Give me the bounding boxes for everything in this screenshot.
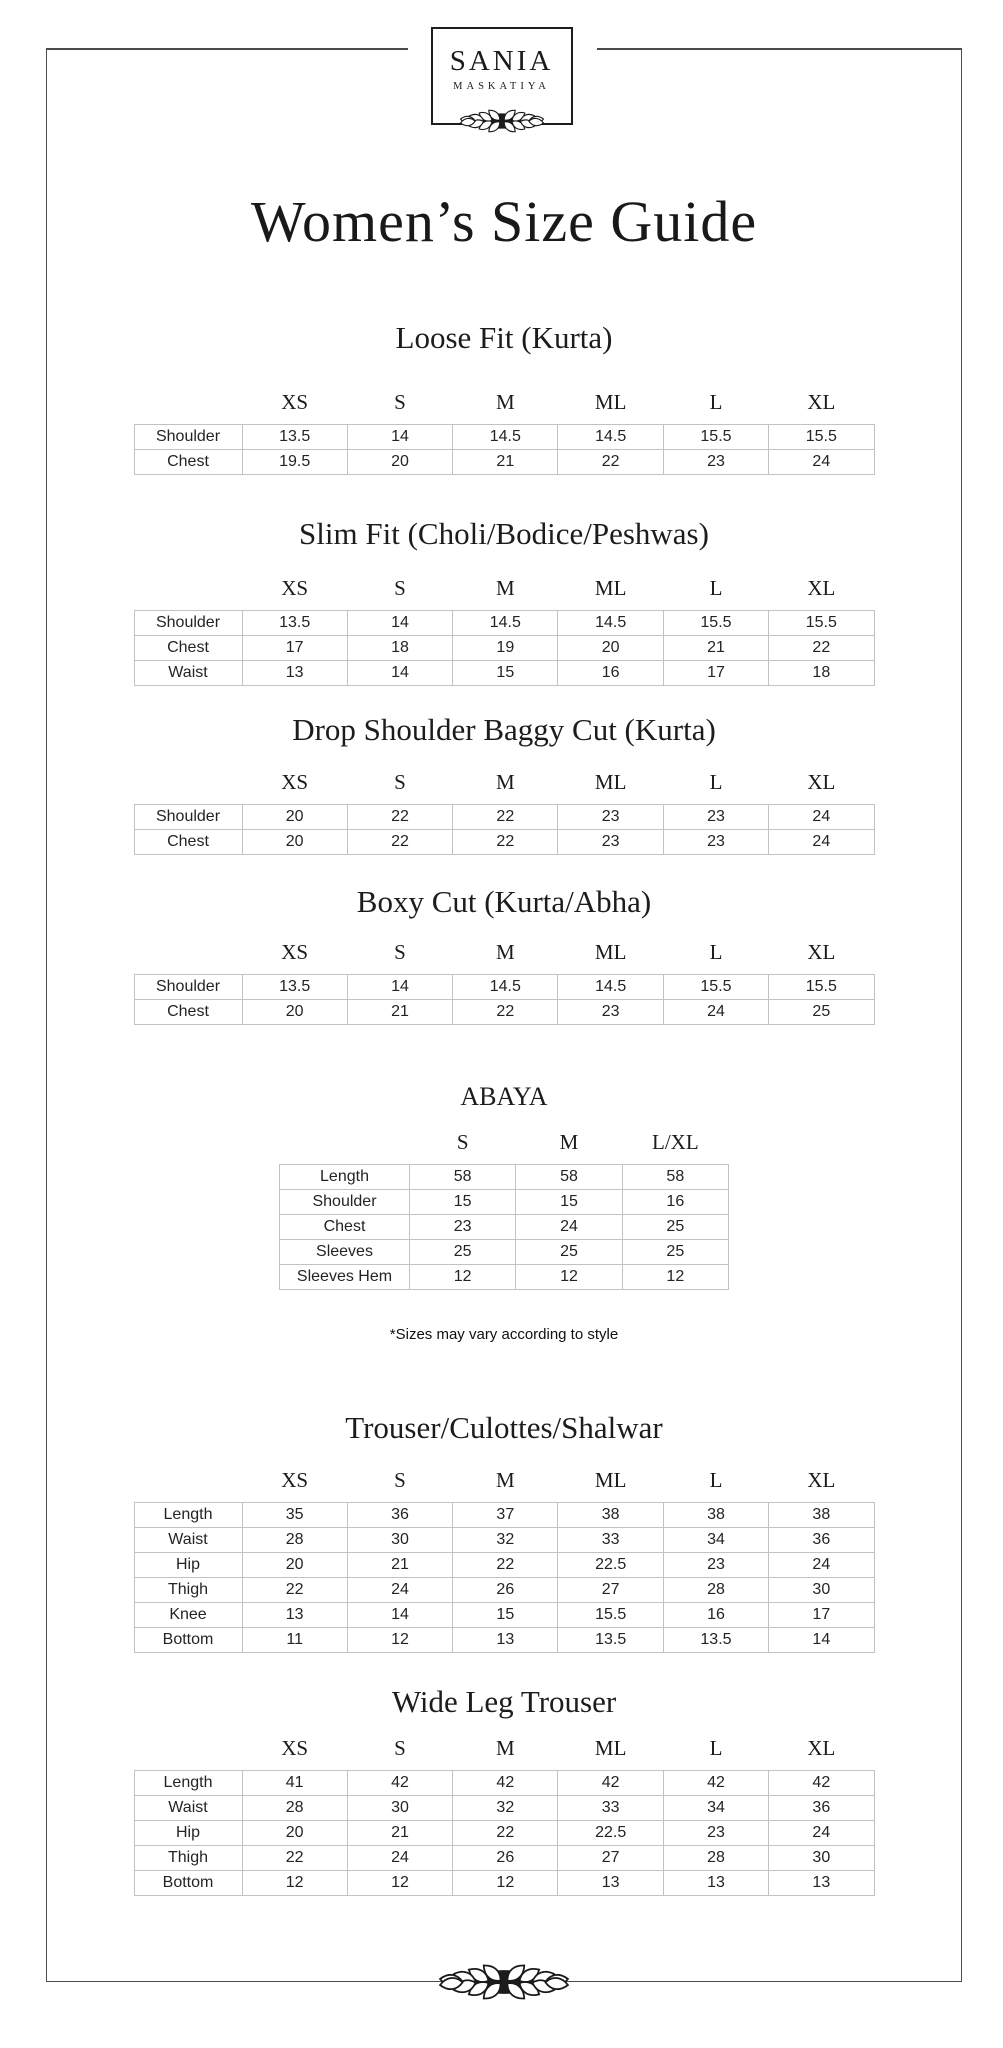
table-row (134, 1796, 874, 1821)
column-header: M (495, 1468, 515, 1492)
table-row (134, 805, 874, 830)
size-cell: 19 (453, 636, 558, 661)
corner-cell (134, 1468, 242, 1503)
column-header: XL (807, 390, 836, 414)
size-cell: 30 (347, 1528, 452, 1553)
row-label: Length (134, 1503, 242, 1528)
size-cell: 14.5 (453, 425, 558, 450)
size-cell: 23 (663, 1553, 768, 1578)
size-table-slim-fit (134, 576, 875, 686)
size-cell: 36 (769, 1528, 874, 1553)
size-cell: 21 (347, 1821, 452, 1846)
table-row (134, 975, 874, 1000)
table-wrapper-wide-leg (46, 1736, 962, 1896)
size-cell: 15 (453, 661, 558, 686)
row-label: Waist (134, 1796, 242, 1821)
size-cell: 15.5 (558, 1603, 663, 1628)
row-label: Waist (134, 661, 242, 686)
section-title-drop-shoulder: Drop Shoulder Baggy Cut (Kurta) (292, 712, 716, 747)
row-label: Chest (134, 830, 242, 855)
corner-cell (134, 576, 242, 611)
size-cell: 21 (347, 1000, 452, 1025)
size-cell: 23 (558, 1000, 663, 1025)
size-cell: 41 (242, 1771, 347, 1796)
row-label: Length (280, 1165, 410, 1190)
brand-subtitle: MASKATIYA (453, 81, 550, 92)
size-header-row (134, 576, 874, 611)
size-cell: 30 (769, 1846, 874, 1871)
row-label: Knee (134, 1603, 242, 1628)
size-cell: 58 (410, 1165, 516, 1190)
column-header: ML (594, 940, 627, 964)
size-cell: 26 (453, 1846, 558, 1871)
size-cell: 22 (453, 1821, 558, 1846)
row-label: Shoulder (134, 805, 242, 830)
corner-cell (134, 770, 242, 805)
corner-cell (134, 390, 242, 425)
size-cell: 17 (769, 1603, 874, 1628)
size-cell: 16 (622, 1190, 728, 1215)
column-header: XS (281, 576, 309, 600)
column-header: S (394, 770, 406, 794)
column-header: S (394, 1736, 406, 1760)
size-cell: 14.5 (558, 611, 663, 636)
row-label: Hip (134, 1553, 242, 1578)
size-cell: 14 (347, 425, 452, 450)
size-cell: 22 (769, 636, 874, 661)
size-cell: 22.5 (558, 1821, 663, 1846)
size-cell: 12 (453, 1871, 558, 1896)
column-header: ML (594, 576, 627, 600)
size-table-abaya (279, 1130, 729, 1290)
size-cell: 20 (242, 805, 347, 830)
table-row (134, 611, 874, 636)
size-cell: 33 (558, 1796, 663, 1821)
size-header-row (280, 1130, 729, 1165)
size-cell: 14 (347, 611, 452, 636)
size-cell: 16 (663, 1603, 768, 1628)
column-header: S (394, 576, 406, 600)
size-cell: 12 (410, 1265, 516, 1290)
size-cell: 42 (347, 1771, 452, 1796)
column-header: ML (594, 1736, 627, 1760)
size-cell: 20 (347, 450, 452, 475)
column-header: L (709, 576, 723, 600)
size-cell: 12 (347, 1871, 452, 1896)
row-label: Chest (134, 450, 242, 475)
frame-top-line-right (597, 48, 962, 50)
column-header: S (394, 940, 406, 964)
table-wrapper-slim-fit (46, 576, 962, 686)
size-cell: 24 (769, 1821, 874, 1846)
size-cell: 28 (242, 1528, 347, 1553)
size-cell: 11 (242, 1628, 347, 1653)
row-label: Chest (280, 1215, 410, 1240)
size-table-drop-shoulder (134, 770, 875, 855)
brand-name: SANIA (449, 45, 554, 77)
table-row (134, 1821, 874, 1846)
size-cell: 36 (347, 1503, 452, 1528)
column-header: ML (594, 390, 627, 414)
size-cell: 30 (769, 1578, 874, 1603)
size-disclaimer-note: *Sizes may vary according to style (389, 1326, 619, 1343)
table-row (280, 1215, 729, 1240)
size-cell: 13.5 (242, 611, 347, 636)
table-row (134, 1628, 874, 1653)
size-cell: 33 (558, 1528, 663, 1553)
size-cell: 22 (347, 805, 452, 830)
size-cell: 13.5 (242, 975, 347, 1000)
table-row (134, 661, 874, 686)
size-cell: 22 (453, 1000, 558, 1025)
section-title-abaya: ABAYA (460, 1082, 548, 1111)
size-cell: 23 (663, 830, 768, 855)
row-label: Shoulder (134, 611, 242, 636)
size-cell: 23 (663, 1821, 768, 1846)
row-label: Bottom (134, 1628, 242, 1653)
table-row (134, 1528, 874, 1553)
column-header: M (495, 390, 515, 414)
table-row (134, 1771, 874, 1796)
corner-cell (134, 1736, 242, 1771)
size-cell: 20 (242, 1821, 347, 1846)
column-header: XS (281, 1468, 309, 1492)
table-row (134, 425, 874, 450)
size-cell: 24 (347, 1578, 452, 1603)
size-cell: 58 (622, 1165, 728, 1190)
size-cell: 13.5 (663, 1628, 768, 1653)
size-cell: 22 (242, 1846, 347, 1871)
size-cell: 14 (347, 661, 452, 686)
corner-cell (134, 940, 242, 975)
size-cell: 18 (769, 661, 874, 686)
column-header: XL (807, 770, 836, 794)
row-label: Chest (134, 636, 242, 661)
size-cell: 24 (769, 450, 874, 475)
size-cell: 13 (558, 1871, 663, 1896)
size-cell: 28 (663, 1846, 768, 1871)
size-cell: 24 (769, 1553, 874, 1578)
section-title-boxy-cut: Boxy Cut (Kurta/Abha) (356, 884, 652, 919)
size-cell: 14 (347, 975, 452, 1000)
size-cell: 15.5 (663, 975, 768, 1000)
size-cell: 27 (558, 1578, 663, 1603)
size-header-row (134, 390, 874, 425)
size-cell: 22 (242, 1578, 347, 1603)
row-label: Thigh (134, 1578, 242, 1603)
size-cell: 24 (769, 805, 874, 830)
brand-logo-box (431, 27, 573, 125)
table-wrapper-boxy-cut (46, 940, 962, 1025)
size-cell: 22 (558, 450, 663, 475)
size-cell: 36 (769, 1796, 874, 1821)
table-row (134, 1553, 874, 1578)
size-cell: 35 (242, 1503, 347, 1528)
size-cell: 22 (453, 805, 558, 830)
size-cell: 20 (242, 830, 347, 855)
column-header: S (394, 390, 406, 414)
size-cell: 25 (622, 1240, 728, 1265)
size-cell: 15.5 (769, 611, 874, 636)
size-cell: 23 (410, 1215, 516, 1240)
size-cell: 15 (453, 1603, 558, 1628)
row-label: Shoulder (134, 425, 242, 450)
size-cell: 15 (516, 1190, 622, 1215)
size-cell: 13.5 (558, 1628, 663, 1653)
table-row (134, 1578, 874, 1603)
column-header: M (495, 576, 515, 600)
column-header: ML (594, 770, 627, 794)
column-header: XL (807, 940, 836, 964)
size-cell: 20 (242, 1000, 347, 1025)
size-cell: 19.5 (242, 450, 347, 475)
size-cell: 22.5 (558, 1553, 663, 1578)
size-cell: 13 (769, 1871, 874, 1896)
size-cell: 32 (453, 1528, 558, 1553)
size-cell: 14.5 (558, 425, 663, 450)
size-cell: 13 (663, 1871, 768, 1896)
size-cell: 15.5 (769, 425, 874, 450)
size-cell: 28 (663, 1578, 768, 1603)
size-cell: 21 (347, 1553, 452, 1578)
size-cell: 20 (242, 1553, 347, 1578)
table-row (134, 830, 874, 855)
table-row (134, 1603, 874, 1628)
column-header: XS (281, 940, 309, 964)
table-row (134, 1000, 874, 1025)
size-cell: 24 (516, 1215, 622, 1240)
size-header-row (134, 1736, 874, 1771)
size-cell: 23 (663, 805, 768, 830)
table-row (280, 1265, 729, 1290)
size-cell: 12 (242, 1871, 347, 1896)
size-cell: 15.5 (663, 425, 768, 450)
size-cell: 25 (516, 1240, 622, 1265)
size-cell: 12 (347, 1628, 452, 1653)
row-label: Chest (134, 1000, 242, 1025)
table-row (134, 1846, 874, 1871)
footer-ornament-container (46, 1953, 962, 2016)
size-cell: 14 (769, 1628, 874, 1653)
size-cell: 58 (516, 1165, 622, 1190)
column-header: M (495, 1736, 515, 1760)
row-label: Shoulder (280, 1190, 410, 1215)
size-cell: 34 (663, 1796, 768, 1821)
size-cell: 15 (410, 1190, 516, 1215)
row-label: Sleeves (280, 1240, 410, 1265)
size-cell: 21 (453, 450, 558, 475)
size-cell: 23 (558, 830, 663, 855)
column-header: M (559, 1130, 579, 1154)
size-cell: 27 (558, 1846, 663, 1871)
size-cell: 14.5 (558, 975, 663, 1000)
row-label: Length (134, 1771, 242, 1796)
size-table-trouser (134, 1468, 875, 1653)
column-header: M (495, 770, 515, 794)
size-cell: 38 (663, 1503, 768, 1528)
size-cell: 15.5 (769, 975, 874, 1000)
column-header: L (709, 1736, 723, 1760)
leaf-ornament-icon (430, 1953, 578, 2011)
table-wrapper-trouser (46, 1468, 962, 1653)
size-cell: 21 (663, 636, 768, 661)
column-header: M (495, 940, 515, 964)
size-cell: 17 (242, 636, 347, 661)
table-row (134, 636, 874, 661)
size-header-row (134, 940, 874, 975)
size-cell: 38 (769, 1503, 874, 1528)
column-header: XL (807, 576, 836, 600)
size-cell: 17 (663, 661, 768, 686)
size-cell: 34 (663, 1528, 768, 1553)
size-table-loose-fit (134, 390, 875, 475)
size-cell: 25 (769, 1000, 874, 1025)
size-cell: 20 (558, 636, 663, 661)
size-cell: 28 (242, 1796, 347, 1821)
section-title-trouser: Trouser/Culottes/Shalwar (345, 1410, 663, 1445)
column-header: L (709, 390, 723, 414)
size-cell: 42 (663, 1771, 768, 1796)
table-row (134, 1871, 874, 1896)
table-row (280, 1165, 729, 1190)
size-cell: 30 (347, 1796, 452, 1821)
size-table-boxy-cut (134, 940, 875, 1025)
row-label: Waist (134, 1528, 242, 1553)
frame-top-line-left (46, 48, 408, 50)
size-cell: 14.5 (453, 611, 558, 636)
column-header: S (456, 1130, 469, 1154)
column-header: L (709, 770, 723, 794)
size-cell: 18 (347, 636, 452, 661)
column-header: L (709, 1468, 723, 1492)
size-cell: 14.5 (453, 975, 558, 1000)
size-cell: 42 (769, 1771, 874, 1796)
size-cell: 22 (347, 830, 452, 855)
size-cell: 24 (347, 1846, 452, 1871)
table-row (280, 1190, 729, 1215)
size-cell: 13 (242, 1603, 347, 1628)
column-header: XS (281, 770, 309, 794)
size-cell: 22 (453, 830, 558, 855)
size-cell: 13.5 (242, 425, 347, 450)
row-label: Thigh (134, 1846, 242, 1871)
table-wrapper-drop-shoulder (46, 770, 962, 855)
table-wrapper-abaya (46, 1130, 962, 1290)
size-cell: 42 (558, 1771, 663, 1796)
column-header: XL (807, 1468, 836, 1492)
size-cell: 12 (516, 1265, 622, 1290)
size-cell: 22 (453, 1553, 558, 1578)
table-wrapper-loose-fit (46, 390, 962, 475)
size-cell: 25 (622, 1215, 728, 1240)
size-cell: 24 (769, 830, 874, 855)
column-header: XL (807, 1736, 836, 1760)
section-title-wide-leg: Wide Leg Trouser (391, 1684, 617, 1719)
column-header: L/XL (652, 1130, 699, 1154)
table-row (134, 450, 874, 475)
size-cell: 13 (242, 661, 347, 686)
size-cell: 26 (453, 1578, 558, 1603)
column-header: XS (281, 1736, 309, 1760)
section-title-loose-fit: Loose Fit (Kurta) (395, 320, 613, 355)
size-cell: 23 (558, 805, 663, 830)
column-header: S (394, 1468, 406, 1492)
column-header: ML (594, 1468, 627, 1492)
size-cell: 13 (453, 1628, 558, 1653)
size-cell: 16 (558, 661, 663, 686)
section-title-slim-fit: Slim Fit (Choli/Bodice/Peshwas) (299, 516, 709, 551)
size-cell: 15.5 (663, 611, 768, 636)
column-header: L (709, 940, 723, 964)
leaf-ornament-icon (454, 102, 550, 140)
column-header: XS (281, 390, 309, 414)
row-label: Hip (134, 1821, 242, 1846)
size-cell: 37 (453, 1503, 558, 1528)
corner-cell (280, 1130, 410, 1165)
size-cell: 42 (453, 1771, 558, 1796)
size-header-row (134, 1468, 874, 1503)
row-label: Shoulder (134, 975, 242, 1000)
table-row (280, 1240, 729, 1265)
size-cell: 14 (347, 1603, 452, 1628)
size-header-row (134, 770, 874, 805)
size-cell: 25 (410, 1240, 516, 1265)
size-cell: 23 (663, 450, 768, 475)
size-table-wide-leg (134, 1736, 875, 1896)
size-cell: 12 (622, 1265, 728, 1290)
row-label: Bottom (134, 1871, 242, 1896)
page-title: Women’s Size Guide (250, 189, 758, 254)
row-label: Sleeves Hem (280, 1265, 410, 1290)
size-cell: 32 (453, 1796, 558, 1821)
size-cell: 38 (558, 1503, 663, 1528)
size-cell: 24 (663, 1000, 768, 1025)
table-row (134, 1503, 874, 1528)
